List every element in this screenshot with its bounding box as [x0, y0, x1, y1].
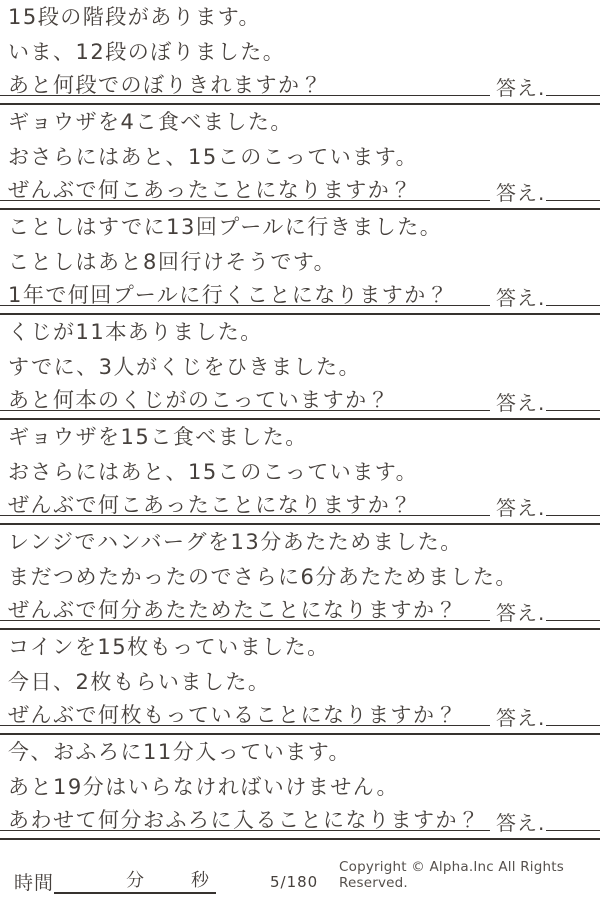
answer-blank-line-right [546, 725, 600, 726]
problem-sentence-1: ギョウザを4こ食べました。 [8, 110, 293, 134]
problem-sentence-2: おさらにはあと、15このこっています。 [8, 145, 419, 169]
problem-block-7 [0, 630, 600, 735]
problem-question: ぜんぶで何こあったことになりますか？ [8, 493, 413, 517]
problem-sentence-1: ギョウザを15こ食べました。 [8, 425, 308, 449]
answer-blank-line-right [546, 200, 600, 201]
answer-label: 答え. [496, 811, 546, 835]
problem-question: あわせて何分おふろに入ることになりますか？ [8, 808, 481, 832]
problem-sentence-2: まだつめたかったのでさらに6分あたためました。 [8, 565, 518, 589]
problem-sentence-2: ことしはあと8回行けそうです。 [8, 250, 337, 274]
minutes-label: 分 [126, 870, 146, 892]
copyright-text: Copyright © Alpha.Inc All Rights Reserved. [339, 859, 564, 891]
problem-question-row [0, 385, 600, 418]
problem-sentence-1: ことしはすでに13回プールに行きました。 [8, 215, 443, 239]
problem-block-5 [0, 420, 600, 525]
problem-block-3 [0, 210, 600, 315]
answer-label: 答え. [496, 76, 546, 100]
time-entry [14, 866, 216, 894]
footer [0, 840, 600, 901]
problem-block-4 [0, 315, 600, 420]
answer-blank-line-right [546, 95, 600, 96]
problem-question-row [0, 175, 600, 208]
problem-sentence-2: いま、12段のぼりました。 [8, 40, 286, 64]
problem-question-row [0, 700, 600, 733]
time-blank-line [54, 866, 216, 894]
problem-sentence-2: おさらにはあと、15このこっています。 [8, 460, 419, 484]
problem-sentence-1: くじが11本ありました。 [8, 320, 263, 344]
problem-question-row [0, 280, 600, 313]
answer-blank-line-right [546, 515, 600, 516]
problem-sentence-2: 今日、2枚もらいました。 [8, 670, 271, 694]
problem-block-8 [0, 735, 600, 840]
time-label: 時間 [14, 872, 55, 895]
problem-question-row [0, 805, 600, 838]
problem-sentence-1: コインを15枚もっていました。 [8, 635, 330, 659]
problem-question: 1年で何回プールに行くことになりますか？ [8, 283, 450, 307]
problem-block-6 [0, 525, 600, 630]
answer-blank-line-right [546, 830, 600, 831]
problem-question: あと何本のくじがのこっていますか？ [8, 388, 391, 412]
answer-label: 答え. [496, 496, 546, 520]
problem-sentence-1: 15段の階段があります。 [8, 5, 262, 29]
problem-question-row [0, 595, 600, 628]
problem-question: あと何段でのぼりきれますか？ [8, 73, 323, 97]
problem-sentence-1: 今、おふろに11分入っています。 [8, 740, 352, 764]
answer-label: 答え. [496, 181, 546, 205]
problem-question-row [0, 70, 600, 103]
problem-question: ぜんぶで何こあったことになりますか？ [8, 178, 413, 202]
answer-label: 答え. [496, 601, 546, 625]
problem-question: ぜんぶで何枚もっていることになりますか？ [8, 703, 458, 727]
problem-question-row [0, 490, 600, 523]
problem-question: ぜんぶで何分あたためたことになりますか？ [8, 598, 458, 622]
problem-sentence-2: あと19分はいらなければいけません。 [8, 775, 399, 799]
answer-label: 答え. [496, 706, 546, 730]
problem-sentence-2: すでに、3人がくじをひきました。 [8, 355, 361, 379]
answer-label: 答え. [496, 391, 546, 415]
page-number: 5/180 [270, 873, 319, 891]
answer-blank-line-right [546, 305, 600, 306]
problem-sentence-1: レンジでハンバーグを13分あたためました。 [8, 530, 463, 554]
problem-block-2 [0, 105, 600, 210]
answer-blank-line-right [546, 410, 600, 411]
answer-blank-line-right [546, 620, 600, 621]
seconds-label: 秒 [191, 870, 211, 892]
answer-label: 答え. [496, 286, 546, 310]
problem-block-1 [0, 0, 600, 105]
